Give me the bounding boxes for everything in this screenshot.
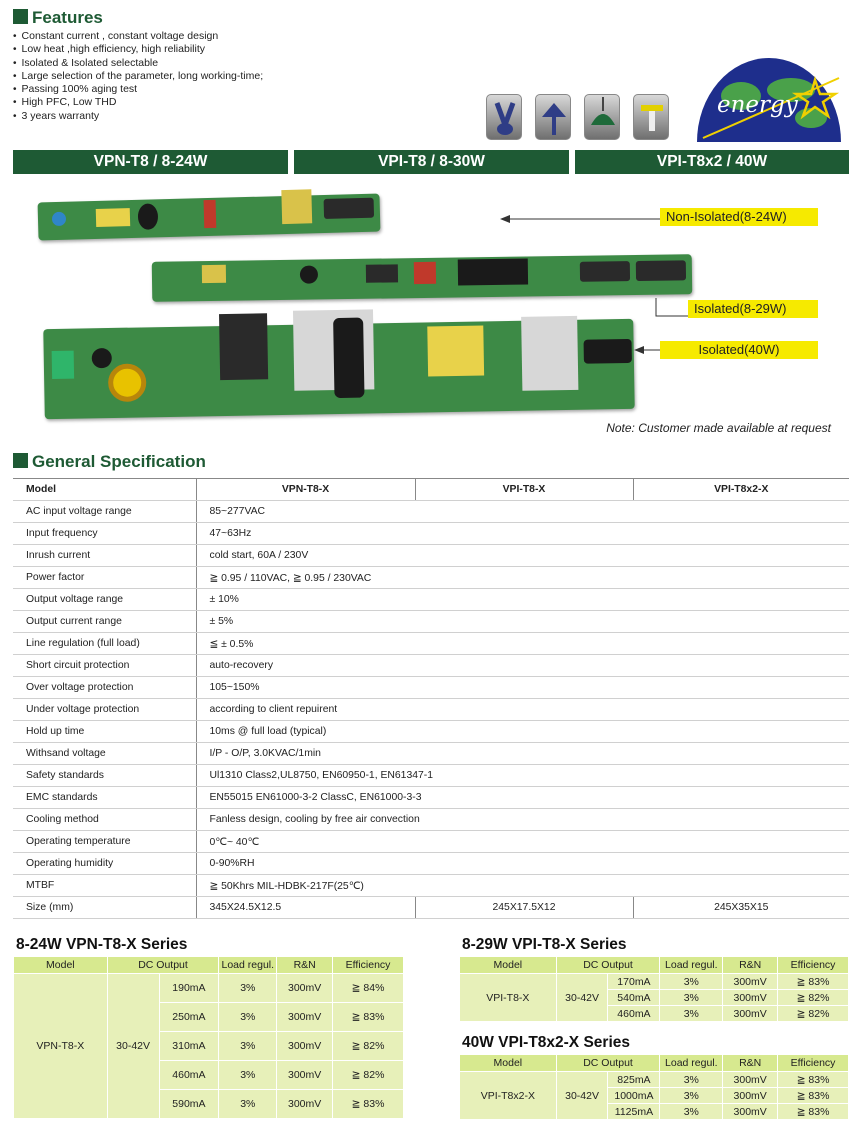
table-row: 1000mA 3% 300mV ≧ 83% [460, 1088, 849, 1104]
arrow-icon [648, 298, 688, 320]
table-row: Safety standards Ul1310 Class2,UL8750, EN60950-1, EN61347-1 [13, 765, 849, 787]
energy-logo-text: energy [717, 92, 798, 118]
transformer-icon [281, 189, 312, 224]
table-row: Under voltage protection according to client repuirent [13, 699, 849, 721]
table-row: Power factor ≧ 0.95 / 110VAC, ≧ 0.95 / 230VAC [13, 567, 849, 589]
board-label: Isolated(8-29W) [688, 300, 818, 318]
series-title: 8-24W VPN-T8-X Series [16, 936, 188, 953]
crossed-tube-icon [486, 94, 522, 140]
table-row: MTBF ≧ 50Khrs MIL-HDBK-217F(25℃) [13, 875, 849, 897]
general-spec-table [13, 478, 849, 919]
capacitor-icon [414, 262, 436, 284]
feature-item: • Passing 100% aging test [13, 83, 263, 96]
feature-item: • Low heat ,high efficiency, high reliability [13, 43, 263, 56]
pcb-board-image [43, 319, 634, 419]
series-table [13, 956, 404, 1119]
table-row: Input frequency 47~63Hz [13, 523, 849, 545]
arrow-icon [500, 212, 660, 226]
table-header-row: Model DC Output Load regul. R&N Efficiency [14, 957, 404, 974]
feature-item: • 3 years warranty [13, 110, 263, 123]
table-row: Short circuit protection auto-recovery [13, 655, 849, 677]
ic-chip-icon [458, 259, 528, 286]
table-row: Cooling method Fanless design, cooling by free air convection [13, 809, 849, 831]
table-row: Over voltage protection 105~150% [13, 677, 849, 699]
feature-item: • High PFC, Low THD [13, 96, 263, 109]
arrow-icon [634, 343, 660, 357]
table-row: Withsand voltage I/P - O/P, 3.0KVAC/1min [13, 743, 849, 765]
table-header-row: Model VPN-T8-X VPI-T8-X VPI-T8x2-X [13, 479, 849, 501]
features-title: Features [13, 8, 263, 28]
section-square-icon [13, 453, 28, 468]
pcb-board-image [152, 254, 693, 302]
table-row: 460mA 3% 300mV ≧ 82% [460, 1006, 849, 1022]
capacitor-icon [324, 198, 375, 219]
table-header-row: Model DC Output Load regul. R&N Efficiency [460, 957, 849, 974]
inductor-icon [300, 265, 318, 283]
table-row: Size (mm) 345X24.5X12.5 245X17.5X12 245X35X15 [13, 897, 849, 919]
product-band: VPI-T8x2 / 40W [575, 150, 849, 174]
pcb-board-image [38, 194, 381, 241]
table-row: 1125mA 3% 300mV ≧ 83% [460, 1104, 849, 1120]
general-spec-title: General Specification [13, 452, 206, 472]
capacitor-icon [636, 260, 686, 281]
inductor-icon [138, 203, 159, 230]
table-header-row: Model DC Output Load regul. R&N Efficiency [460, 1055, 849, 1072]
series-title: 40W VPI-T8x2-X Series [462, 1034, 630, 1051]
transformer-icon [219, 313, 268, 380]
table-row: Inrush current cold start, 60A / 230V [13, 545, 849, 567]
capacitor-icon [580, 261, 630, 282]
table-row: VPN-T8-X 30-42V 190mA 3% 300mV ≧ 84% [14, 974, 404, 1003]
pendant-lamp-icon [584, 94, 620, 140]
street-lamp-icon [535, 94, 571, 140]
feature-item: • Constant current , constant voltage design [13, 30, 263, 43]
table-row: AC input voltage range 85~277VAC [13, 501, 849, 523]
features-list [13, 30, 263, 123]
toroid-icon [108, 363, 147, 402]
feature-item: • Isolated & Isolated selectable [13, 57, 263, 70]
table-row: 310mA 3% 300mV ≧ 82% [14, 1032, 404, 1061]
feature-item: • Large selection of the parameter, long working-time; [13, 70, 263, 83]
table-row: Operating temperature 0℃~ 40℃ [13, 831, 849, 853]
section-square-icon [13, 9, 28, 24]
table-row: Hold up time 10ms @ full load (typical) [13, 721, 849, 743]
table-row: Output current range ± 5% [13, 611, 849, 633]
board-label: Non-Isolated(8-24W) [660, 208, 818, 226]
series-table [459, 956, 849, 1022]
capacitor-icon [333, 318, 364, 399]
series-table [459, 1054, 849, 1120]
table-row: Operating humidity 0-90%RH [13, 853, 849, 875]
capacitor-icon [92, 348, 112, 368]
capacitor-icon [584, 339, 632, 364]
capacitor-icon [96, 208, 130, 227]
heatsink-icon [521, 316, 578, 391]
capacitor-icon [204, 200, 217, 228]
energy-star-logo [693, 52, 845, 144]
table-row: VPI-T8-X 30-42V 170mA 3% 300mV ≧ 83% [460, 974, 849, 990]
table-row: EMC standards EN55015 EN61000-3-2 ClassC, EN61000-3-3 [13, 787, 849, 809]
table-row: 540mA 3% 300mV ≧ 82% [460, 990, 849, 1006]
tube-lamp-icon [633, 94, 669, 140]
terminal-block-icon [52, 351, 74, 379]
transformer-icon [202, 265, 226, 283]
table-row: VPI-T8x2-X 30-42V 825mA 3% 300mV ≧ 83% [460, 1072, 849, 1088]
transformer-icon [427, 325, 484, 376]
table-row: 460mA 3% 300mV ≧ 82% [14, 1061, 404, 1090]
product-band: VPN-T8 / 8-24W [13, 150, 288, 174]
board-label: Isolated(40W) [660, 341, 818, 359]
features-section [13, 8, 263, 123]
table-row: Line regulation (full load) ≦ ± 0.5% [13, 633, 849, 655]
custom-note: Note: Customer made available at request [606, 421, 831, 435]
ic-chip-icon [366, 264, 398, 282]
cert-icons [486, 94, 669, 140]
capacitor-icon [52, 212, 66, 226]
table-row: Output voltage range ± 10% [13, 589, 849, 611]
series-title: 8-29W VPI-T8-X Series [462, 936, 627, 953]
table-row: 590mA 3% 300mV ≧ 83% [14, 1090, 404, 1119]
table-row: 250mA 3% 300mV ≧ 83% [14, 1003, 404, 1032]
product-band: VPI-T8 / 8-30W [294, 150, 569, 174]
